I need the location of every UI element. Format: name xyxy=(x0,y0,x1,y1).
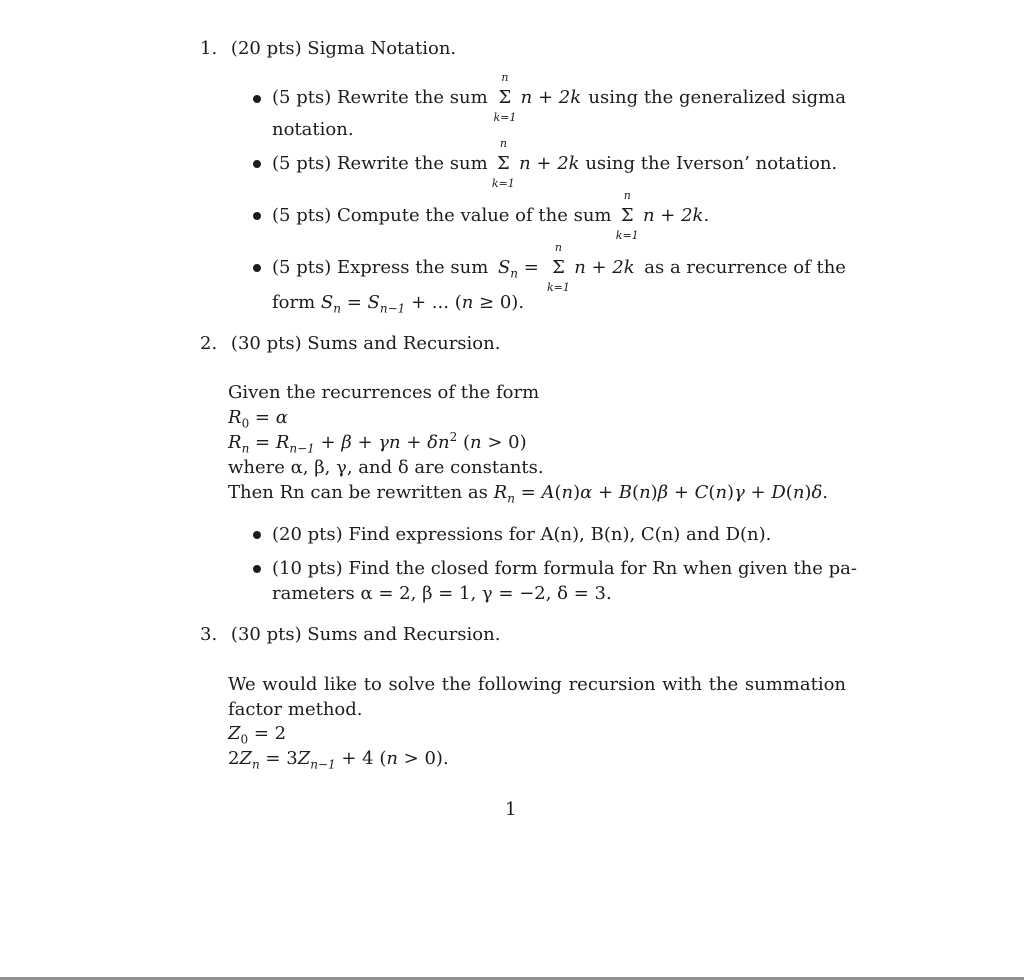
bullet-text-cont: using the Iverson’ notation. xyxy=(585,153,838,174)
problem-1-heading xyxy=(200,38,456,60)
bullet-text-cont: as a recurrence of the xyxy=(644,257,846,278)
problem-1-bullet-1 xyxy=(272,71,846,124)
bullet xyxy=(253,160,261,168)
points-label: (5 pts) xyxy=(272,257,332,278)
sum-expression: n Σ k=1 n + 2k xyxy=(615,189,704,242)
problem-2-bullet-2-cont: rameters α = 2, β = 1, γ = −2, δ = 3. xyxy=(272,583,612,604)
bullet xyxy=(253,565,261,573)
problem-1-bullet-4-cont: form $S_n = S_{n-1}$ + ... (n ≥ 0). xyxy=(272,292,525,316)
problem-1-bullet-1-cont: notation. xyxy=(272,119,354,140)
problem-2-bullet-2 xyxy=(272,558,857,580)
page-number: 1 xyxy=(505,799,517,820)
points-label: (10 pts) xyxy=(272,558,343,579)
bullet-text: Rewrite the sum xyxy=(336,87,488,108)
bullet xyxy=(253,95,261,103)
recursion-step: $2Z_n = 3Z_{n-1} + 4$ (n > 0). xyxy=(228,748,449,772)
problem-3-number: 3. xyxy=(200,624,218,645)
sum-expression: n Σ k=1 n + 2k xyxy=(547,241,635,294)
recurrence-step: $R_n = R_{n-1} + \beta + \gamma n + \delta n^2$ (n > 0) xyxy=(228,430,527,456)
recursion-base: $Z_0 = 2$ xyxy=(228,723,287,747)
sum-expression: n Σ k=1 n + 2k xyxy=(493,71,582,124)
problem-1-bullet-3: (5 pts) Compute the value of the sum n Σ k=1 n + 2k. xyxy=(272,189,710,242)
problem-2-bullet-1 xyxy=(272,524,771,546)
recurrence-base: $R_0 = \alpha$ xyxy=(228,407,288,431)
problem-2-heading xyxy=(200,333,500,355)
points-label: (20 pts) xyxy=(272,524,343,545)
bullet xyxy=(253,531,261,539)
bullet-text: Compute the value of the sum xyxy=(336,205,612,226)
problem-3-intro: We would like to solve the following recursion with the summation xyxy=(228,674,846,695)
constants-note: where α, β, γ, and δ are constants. xyxy=(228,457,544,478)
bullet xyxy=(253,264,261,272)
problem-3-heading xyxy=(200,624,500,646)
bullet-text: Find expressions for A(n), B(n), C(n) and D(n). xyxy=(348,524,772,545)
bullet-text-cont: using the generalized sigma xyxy=(588,87,846,108)
bullet-text: Express the sum xyxy=(336,257,489,278)
problem-3-intro-cont: factor method. xyxy=(228,699,363,720)
bullet-text: Rewrite the sum xyxy=(336,153,488,174)
sum-expression: n Σ k=1 n + 2k xyxy=(491,137,580,190)
problem-1-number: 1. xyxy=(200,38,218,59)
points-label: (5 pts) xyxy=(272,153,332,174)
bullet-text: Find the closed form formula for Rn when given the pa- xyxy=(348,558,857,579)
points-label: (5 pts) xyxy=(272,205,332,226)
sum-definition: $S_n$ = xyxy=(497,257,539,281)
problem-1-bullet-4 xyxy=(272,241,846,294)
problem-2-title: (30 pts) Sums and Recursion. xyxy=(230,333,501,354)
problem-2-intro: Given the recurrences of the form xyxy=(228,382,540,403)
points-label: (5 pts) xyxy=(272,87,332,108)
problem-1-bullet-2 xyxy=(272,137,838,190)
bullet xyxy=(253,212,261,220)
problem-3-title: (30 pts) Sums and Recursion. xyxy=(230,624,501,645)
problem-1-title: (20 pts) Sigma Notation. xyxy=(230,38,457,59)
rewrite-statement: Then Rn can be rewritten as $R_n = A(n)\alpha + B(n)\beta + C(n)\gamma + D(n)\delta$. xyxy=(228,482,829,506)
problem-2-number: 2. xyxy=(200,333,218,354)
